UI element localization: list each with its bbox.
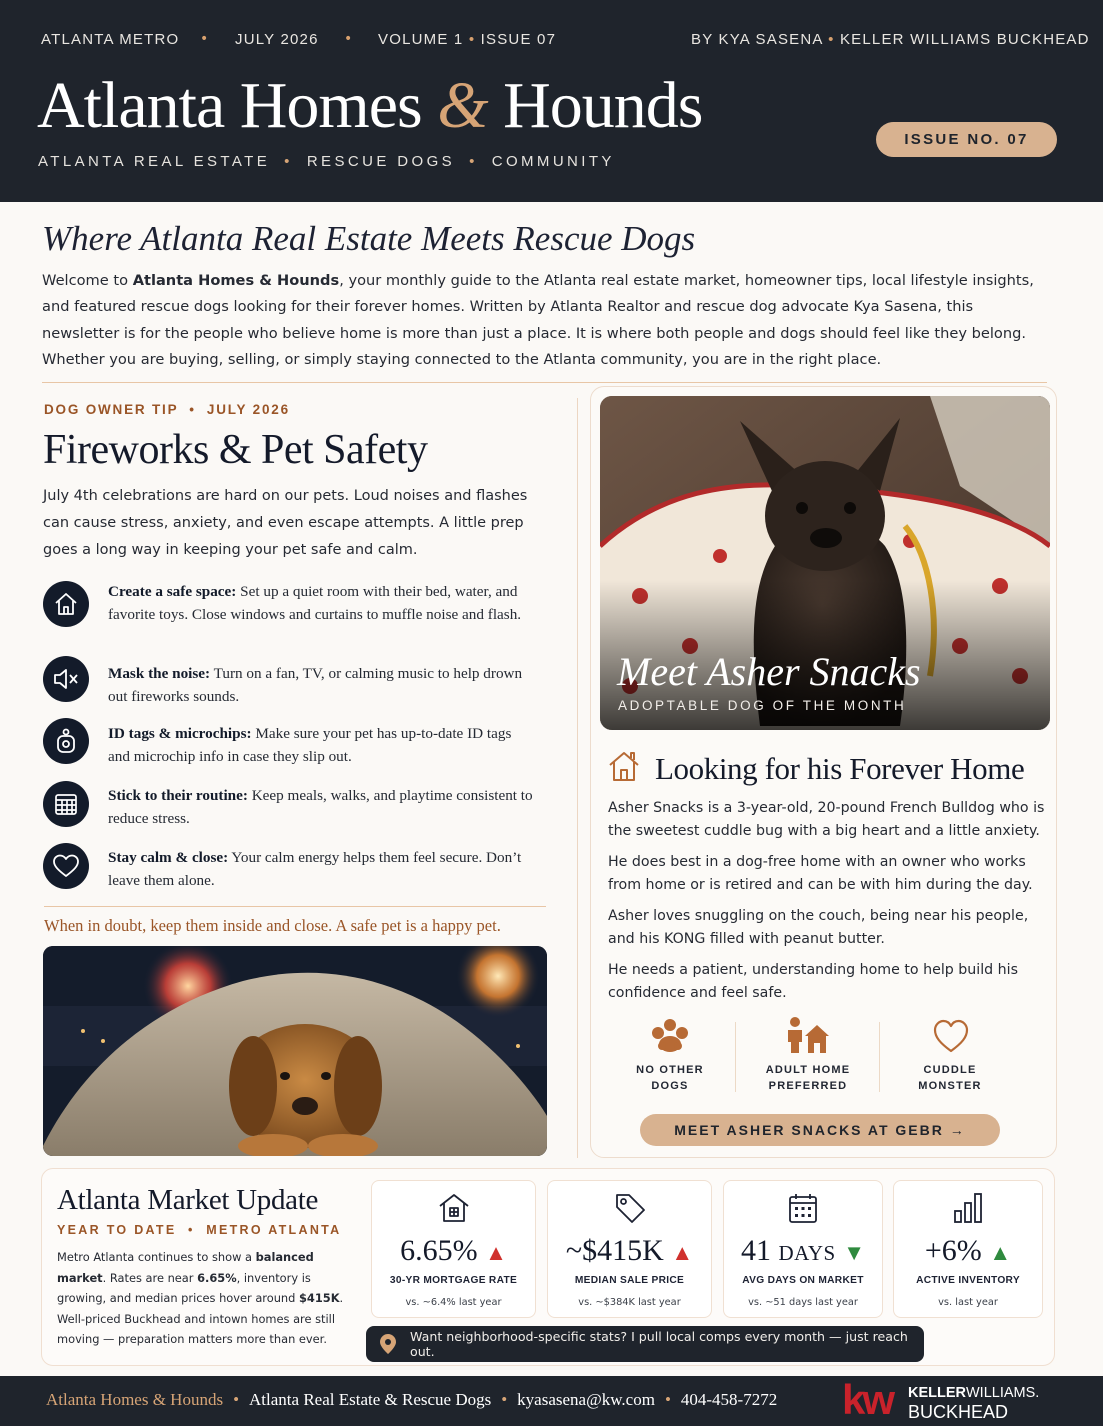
- stat-card-price: [547, 1180, 712, 1318]
- tip-item: [108, 581, 533, 626]
- summary-text: . Well-priced Buckhead and intown homes are still moving — preparation matters more than ever.: [57, 1291, 344, 1346]
- intro-body: , your monthly guide to the Atlanta real estate market, homeowner tips, local lifestyle insights, and featured rescue dogs looking for their forever homes. Written by Atlanta Realtor and rescue dog advocate Kya Sasena, this newsletter is for the people who believe home is more than just a place. It is where both people and dogs should feel like they belong. Whether you are buying, selling, or simply staying connected to the Atlanta community, you are in the right place.: [42, 272, 1034, 368]
- tip-label: ID tags & microchips:: [108, 725, 252, 742]
- tip-label: Stay calm & close:: [108, 849, 229, 866]
- issue-label: ISSUE 07: [480, 31, 557, 48]
- kw-keller: KELLER: [908, 1385, 966, 1401]
- stat-number: 41: [740, 1234, 771, 1267]
- price-tag-icon: [613, 1191, 647, 1229]
- dog-name-title: Meet Asher Snacks: [617, 649, 921, 694]
- dog-subtitle: ADOPTABLE DOG OF THE MONTH: [618, 698, 907, 713]
- market-summary: [57, 1247, 352, 1350]
- trait-line: ADULT HOME: [765, 1064, 851, 1076]
- tip-item: [108, 723, 533, 768]
- intro-title: Where Atlanta Real Estate Meets Rescue Dogs: [42, 219, 696, 258]
- masthead-ampersand: &: [437, 69, 488, 142]
- id-tag-icon: [43, 718, 89, 764]
- fireworks-dog-photo: [43, 946, 547, 1156]
- trait-label: [900, 1062, 1000, 1094]
- stat-unit: DAYS: [778, 1241, 836, 1265]
- tip-note: When in doubt, keep them inside and close. A safe pet is a happy pet.: [44, 916, 501, 935]
- tip-kicker: DOG OWNER TIP • JULY 2026: [44, 402, 290, 417]
- tagline-item: ATLANTA REAL ESTATE: [38, 153, 271, 170]
- trait-line: CUDDLE: [923, 1064, 977, 1076]
- summary-emphasis: 6.65%: [197, 1270, 237, 1285]
- dog-description: Asher Snacks is a 3-year-old, 20-pound French Bulldog who is the sweetest cuddle bug with a big heart and a little anxiety.: [608, 800, 1045, 839]
- masthead-part2: Hounds: [503, 69, 703, 142]
- summary-emphasis: $415K: [299, 1291, 340, 1305]
- dog-description: He does best in a dog-free home with an owner who works from home or is retired and can be with him during the day.: [608, 854, 1033, 893]
- column-divider: [577, 398, 578, 1158]
- tagline-item: RESCUE DOGS: [306, 153, 456, 170]
- summary-emphasis: balanced market: [57, 1250, 314, 1285]
- intro-paragraph: [42, 268, 1052, 373]
- market-contact-banner: [366, 1326, 924, 1362]
- kw-mark: kw: [842, 1376, 893, 1423]
- intro-brand: Atlanta Homes & Hounds: [132, 272, 340, 289]
- bar-chart-icon: [951, 1191, 985, 1229]
- person-home-icon: [785, 1016, 831, 1058]
- stat-card-inventory: [893, 1180, 1043, 1318]
- trait-divider: [735, 1022, 736, 1092]
- market-kicker: YEAR TO DATE • METRO ATLANTA: [57, 1223, 342, 1237]
- summary-text: , inventory is growing, and median prices hover around: [57, 1270, 311, 1305]
- stat-compare: vs. last year: [938, 1297, 998, 1308]
- trend-down-icon: ▼: [843, 1240, 866, 1265]
- stat-value: [548, 1234, 711, 1268]
- dog-description: Asher loves snuggling on the couch, being near his people, and his KONG filled with peanut butter.: [608, 908, 1029, 947]
- paw-icon: [651, 1018, 689, 1058]
- tip-body: Set up a quiet room with their bed, water, and favorite toys. Close windows and curtains to muffle noise and flash.: [108, 583, 522, 623]
- footer-email[interactable]: kyasasena@kw.com: [517, 1390, 655, 1409]
- footer-info: Atlanta Homes & Hounds • Atlanta Real Estate & Rescue Dogs • kyasasena@kw.com • 404-458-7272: [46, 1390, 778, 1409]
- tip-body: Your calm energy helps them feel secure. Don’t leave them alone.: [108, 849, 522, 889]
- trait-label: [620, 1062, 720, 1094]
- date-label: JULY 2026: [235, 31, 319, 48]
- summary-text: . Rates are near: [102, 1270, 198, 1285]
- stat-value: [894, 1234, 1042, 1268]
- section-divider: [42, 382, 1047, 383]
- banner-text: Want neighborhood-specific stats? I pull local comps every month — just reach out.: [410, 1329, 908, 1359]
- stat-value: [724, 1234, 882, 1268]
- meta-separator: •: [200, 31, 209, 47]
- tip-item: [108, 785, 533, 830]
- stat-compare: vs. ~$384K last year: [578, 1297, 681, 1308]
- kw-williams: WILLIAMS.: [966, 1385, 1040, 1401]
- tip-intro: July 4th celebrations are hard on our pets. Loud noises and flashes can cause stress, anxiety, and even escape attempts. A little prep goes a long way in keeping your pet safe and calm.: [43, 488, 528, 558]
- tip-divider: [44, 906, 546, 907]
- footer-phone[interactable]: 404-458-7272: [680, 1390, 778, 1409]
- tip-label: Mask the noise:: [108, 665, 211, 682]
- masthead-tagline: ATLANTA REAL ESTATE • RESCUE DOGS • COMMUNITY: [38, 153, 615, 170]
- calendar-icon: [43, 781, 89, 827]
- kw-line1: [908, 1385, 1039, 1401]
- trait-line: NO OTHER: [636, 1064, 704, 1076]
- stat-number: ~$415K: [565, 1234, 664, 1267]
- meta-separator: •: [344, 31, 353, 47]
- tip-item: [108, 663, 533, 708]
- trait-line: MONSTER: [918, 1080, 982, 1092]
- heart-icon: [43, 843, 89, 889]
- volume-label: VOLUME 1: [378, 31, 464, 48]
- tip-label: Stick to their routine:: [108, 787, 248, 804]
- stat-number: 6.65%: [400, 1234, 478, 1267]
- stat-number: +6%: [924, 1234, 982, 1267]
- tagline-item: COMMUNITY: [491, 153, 615, 170]
- author-label: BY KYA SASENA: [691, 31, 823, 48]
- region-label: ATLANTA METRO: [41, 31, 180, 48]
- footer-brand: Atlanta Homes & Hounds: [46, 1390, 224, 1409]
- tip-body: Keep meals, walks, and playtime consistent to reduce stress.: [108, 787, 533, 827]
- tip-body: Turn on a fan, TV, or calming music to help drown out fireworks sounds.: [108, 665, 523, 705]
- calendar-icon: [786, 1191, 820, 1229]
- stat-label: 30-YR MORTGAGE RATE: [389, 1275, 518, 1286]
- dog-description: He needs a patient, understanding home to help build his confidence and feel safe.: [608, 962, 1019, 1001]
- stat-card-mortgage: [371, 1180, 536, 1318]
- trait-divider: [879, 1022, 880, 1092]
- house-icon: [607, 749, 641, 787]
- mute-speaker-icon: [43, 656, 89, 702]
- footer-tagline: Atlanta Real Estate & Rescue Dogs: [249, 1390, 492, 1409]
- masthead-title: [37, 68, 702, 144]
- stat-label: AVG DAYS ON MARKET: [742, 1275, 864, 1286]
- tip-body: Make sure your pet has up-to-date ID tags and microchip info in case they slip out.: [108, 725, 512, 765]
- trait-label: [753, 1062, 863, 1094]
- stat-card-days: [723, 1180, 883, 1318]
- byline: BY KYA SASENA • KELLER WILLIAMS BUCKHEAD: [691, 31, 1090, 48]
- stat-compare: vs. ~6.4% last year: [405, 1297, 502, 1308]
- market-title: Atlanta Market Update: [57, 1184, 319, 1216]
- trend-up-icon: ▲: [671, 1240, 694, 1265]
- trait-line: DOGS: [651, 1080, 689, 1092]
- keller-williams-logo: [842, 1376, 1042, 1423]
- brokerage-label: KELLER WILLIAMS BUCKHEAD: [839, 31, 1090, 48]
- volume-issue: VOLUME 1 • ISSUE 07: [378, 31, 557, 48]
- masthead-part1: Atlanta Homes: [37, 69, 422, 142]
- trend-up-icon: ▲: [485, 1240, 507, 1265]
- issue-badge: ISSUE NO. 07: [876, 122, 1057, 157]
- tip-item: [108, 847, 533, 892]
- trait-line: PREFERRED: [768, 1080, 848, 1092]
- stat-label: ACTIVE INVENTORY: [916, 1275, 1020, 1286]
- location-pin-icon: [380, 1334, 396, 1354]
- summary-text: Metro Atlanta continues to show a: [57, 1250, 256, 1264]
- tip-label: Create a safe space:: [108, 583, 237, 600]
- tip-title: Fireworks & Pet Safety: [43, 427, 428, 473]
- intro-welcome: Welcome to: [42, 272, 129, 289]
- stat-label: MEDIAN SALE PRICE: [574, 1275, 685, 1286]
- trend-up-icon: ▲: [989, 1240, 1012, 1265]
- meet-dog-button[interactable]: MEET ASHER SNACKS AT GEBR →: [640, 1114, 1000, 1146]
- forever-home-heading: Looking for his Forever Home: [655, 751, 1025, 786]
- house-icon: [43, 581, 89, 627]
- house-icon: [437, 1191, 471, 1229]
- stat-compare: vs. ~51 days last year: [748, 1297, 858, 1308]
- stat-value: [372, 1234, 535, 1268]
- kw-office: BUCKHEAD: [908, 1402, 1009, 1422]
- heart-icon: [932, 1018, 970, 1058]
